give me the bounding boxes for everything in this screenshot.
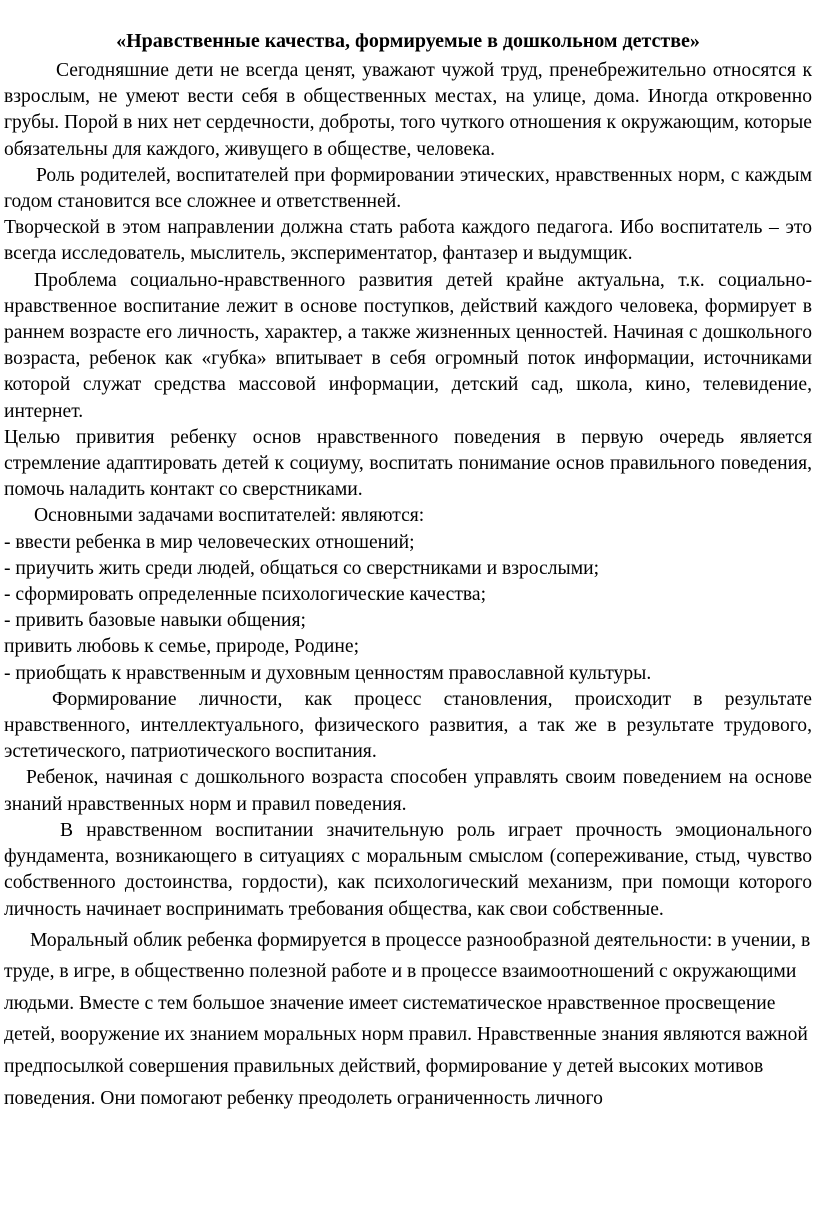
list-item: - ввести ребенка в мир человеческих отношений; [4, 531, 415, 553]
document-body [0, 58, 816, 1114]
paragraph: Сегодняшние дети не всегда ценят, уважают чужой труд, пренебрежительно относятся к взрослым, не умеют вести себя в общественных местах, на улице, дома. Иногда откровенно грубы. Порой в них нет сердечности, доброты, того чуткого отношения к окружающим, которые обязательны для каждого, живущего в обществе, человека. [4, 60, 812, 160]
list-item: привить любовь к семье, природе, Родине; [4, 636, 360, 658]
paragraph: Целью привития ребенку основ нравственного поведения в первую очередь является стремление адаптировать детей к социуму, воспитать понимание основ правильного поведения, помочь наладить контакт со сверстниками. [4, 426, 812, 501]
paragraph: В нравственном воспитании значительную роль играет прочность эмоционального фундамента, возникающего в ситуациях с моральным смыслом (сопереживание, стыд, чувство собственного достоинства, гордости), как психологический механизм, при помощи которого личность начинает воспринимать требования общества, как свои собственные. [4, 819, 812, 920]
paragraph: Моральный облик ребенка формируется в процессе разнообразной деятельности: в учении, в труде, в игре, в общественно полезной работе и в процессе взаимоотношений с окружающими людьми. Вместе с тем большое значение имеет систематическое нравственное просвещение детей, вооружение их знанием моральных норм правил. Нравственные знания являются важной предпосылкой совершения правильных действий, формирование у детей высоких мотивов поведения. Они помогают ребенку преодолеть ограниченность личного [4, 929, 811, 1109]
list-item: - приучить жить среди людей, общаться со сверстниками и взрослыми; [4, 557, 600, 579]
document-title: «Нравственные качества, формируемые в дошкольном детстве» [116, 30, 700, 52]
paragraph: Ребенок, начиная с дошкольного возраста способен управлять своим поведением на основе знаний нравственных норм и правил поведения. [4, 767, 812, 815]
list-item: - приобщать к нравственным и духовным ценностям православной культуры. [4, 662, 652, 684]
list-item: - привить базовые навыки общения; [4, 610, 306, 632]
list-item: - сформировать определенные психологические качества; [4, 584, 487, 606]
paragraph: Формирование личности, как процесс становления, происходит в результате нравственного, интеллектуального, физического развития, а так же в результате трудового, эстетического, патриотического воспитания. [4, 688, 812, 763]
paragraph: Проблема социально-нравственного развития детей крайне актуальна, т.к. социально-нравственное воспитание лежит в основе поступков, действий каждого человека, формирует в раннем возрасте его личность, характер, а также жизненных ценностей. Начиная с дошкольного возраста, ребенок как «губка» впитывает в себя огромный поток информации, источниками которой служат средства массовой информации, детский сад, школа, кино, телевидение, интернет. [4, 269, 812, 422]
paragraph: Творческой в этом направлении должна стать работа каждого педагога. Ибо воспитатель – это всегда исследователь, мыслитель, экспериментатор, фантазер и выдумщик. [4, 217, 812, 265]
list-intro: Основными задачами воспитателей: являются: [34, 505, 425, 527]
paragraph: Роль родителей, воспитателей при формировании этических, нравственных норм, с каждым годом становится все сложнее и ответственней. [4, 164, 812, 213]
